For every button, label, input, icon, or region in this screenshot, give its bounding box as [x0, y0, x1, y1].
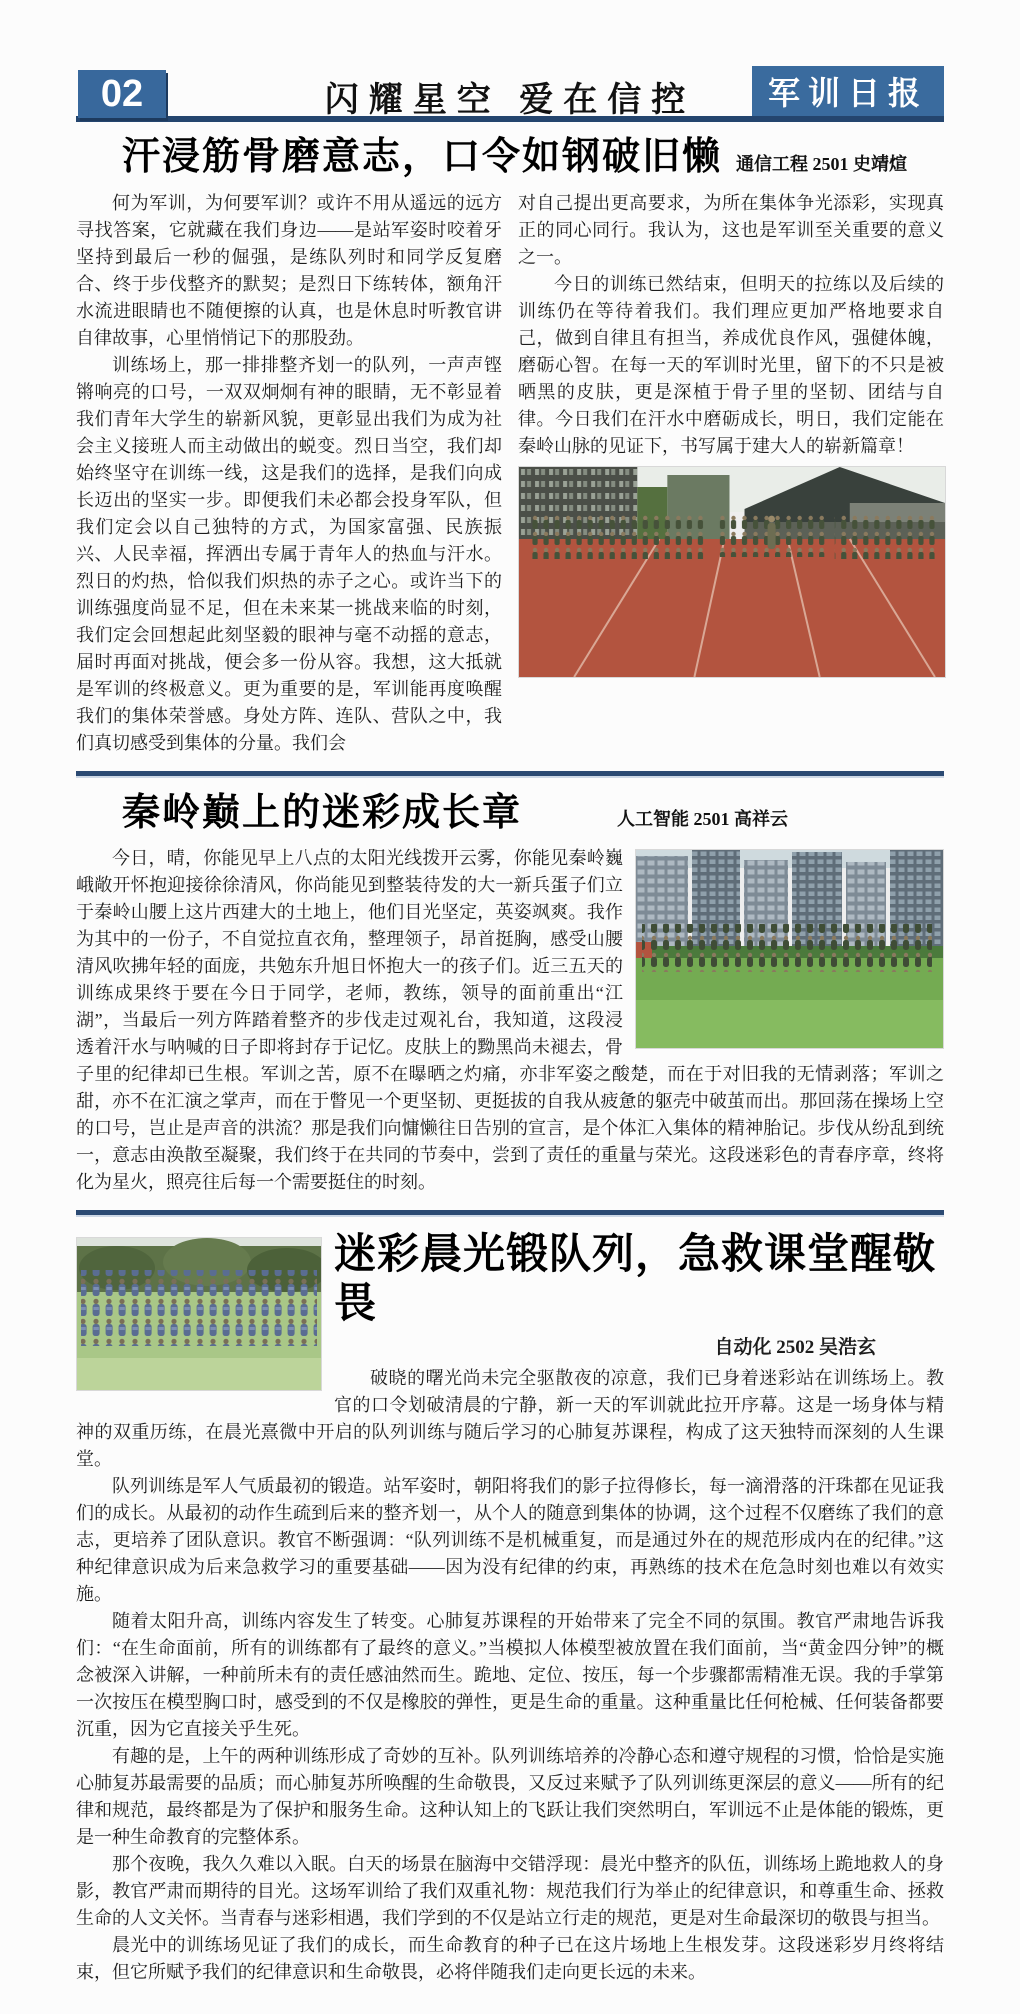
- paper-name-badge: [752, 66, 944, 116]
- article-3-photo-blue-camo-on-grass: [76, 1237, 322, 1391]
- paragraph: 对自己提出更高要求，为所在集体争光添彩，实现真正的同心同行。我认为，这也是军训至关重要的意义之一。: [518, 192, 944, 267]
- article-2-header: [76, 792, 944, 836]
- paragraph: 何为军训，为何要军训？或许不用从遥远的远方寻找答案，它就藏在我们身边——是站军姿时咬着牙坚持到最后一秒的倔强，是练队列时和同学反复磨合、终于步伐整齐的默契；是烈日下练转体，额角汗水流进眼睛也不随便擦的认真，也是休息时听教官讲自律故事，心里悄悄记下的那股劲。: [76, 192, 502, 348]
- masthead: [76, 70, 944, 122]
- page-number-badge: [78, 70, 166, 118]
- article-1-right-column: [518, 190, 944, 757]
- section-divider: [76, 1210, 944, 1217]
- paragraph: 训练场上，那一排排整齐划一的队列，一声声铿锵响亮的口号，一双双炯炯有神的眼睛，无不彰显着我们青年大学生的崭新风貌，更彰显出我们为成为社会主义接班人而主动做出的蜕变。烈日当空，我们却始终坚守在训练一线，这是我们的选择，是我们向成长迈出的坚实一步。即便我们未必都会投身军队，但我们定会以自己独特的方式，为国家富强、民族振兴、人民幸福，挥洒出专属于青年人的热血与汗水。烈日的灼热，恰似我们炽热的赤子之心。或许当下的训练强度尚显不足，但在未来某一挑战来临的时刻，我们定会回想起此刻坚毅的眼神与毫不动摇的意志，届时再面对挑战，便会多一份从容。我想，这大抵就是军训的终极意义。更为重要的是，军训能再度唤醒我们的集体荣誉感。身处方阵、连队、营队之中，我们真切感受到集体的分量。我们会: [76, 354, 502, 753]
- paragraph: 随着太阳升高，训练内容发生了转变。心肺复苏课程的开始带来了完全不同的氛围。教官严肃地告诉我们：“在生命面前，所有的训练都有了最终的意义。”当模拟人体模型被放置在我们面前，当“黄金四分钟”的概念被深入讲解，一种前所未有的责任感油然而生。跪地、定位、按压，每一个步骤都需精准无误。我的手掌第一次按压在模型胸口时，感受到的不仅是橡胶的弹性，更是生命的重量。这种重量比任何枪械、任何装备都要沉重，因为它直接关乎生死。: [76, 1610, 944, 1739]
- masthead-slogan: 闪耀星空 爱在信控: [324, 82, 696, 119]
- article-3-title: 迷彩晨光锻队列，急救课堂醒敬畏: [334, 1232, 937, 1327]
- paragraph: 那个夜晚，我久久难以入眠。白天的场景在脑海中交错浮现：晨光中整齐的队伍，训练场上跪地救人的身影，教官严肃而期待的目光。这场军训给了我们双重礼物：规范我们行为举止的纪律意识，和尊重生命、拯救生命的人文关怀。当青春与迷彩相遇，我们学到的不仅是站立行走的规范，更是对生命最深切的敬畏与担当。: [76, 1853, 944, 1928]
- article-2-photo-march-on-field: [635, 849, 944, 1049]
- article-3-body: [76, 1231, 944, 1986]
- article-1: [76, 136, 944, 757]
- page-number: 02: [100, 72, 144, 115]
- article-2-title: 秦岭巅上的迷彩成长章: [122, 791, 523, 834]
- article-1-left-column: [76, 190, 502, 757]
- article-2-body: [76, 845, 944, 1196]
- article-2: [76, 792, 944, 1197]
- paper-name: 军训日报: [767, 75, 928, 111]
- paragraph: 破晓的曙光尚未完全驱散夜的凉意，我们已身着迷彩站在训练场上。教官的口令划破清晨的宁静，新一天的军训就此拉开序幕。这是一场身体与精神的双重历练，在晨光熹微中开启的队列训练与随后学习的心肺复苏课程，构成了这天独特而深刻的人生课堂。: [76, 1367, 944, 1469]
- article-3: [76, 1231, 944, 1986]
- article-3-byline: 自动化 2502 吴浩玄: [714, 1336, 876, 1358]
- article-1-header: [76, 136, 944, 180]
- paragraph: 有趣的是，上午的两种训练形成了奇妙的互补。队列训练培养的冷静心态和遵守规程的习惯，恰恰是实施心肺复苏最需要的品质；而心肺复苏所唤醒的生命敬畏，又反过来赋予了队列训练更深层的意义——所有的纪律和规范，最终都是为了保护和服务生命。这种认知上的飞跃让我们突然明白，军训远不止是体能的锻炼，更是一种生命教育的完整体系。: [76, 1745, 944, 1847]
- paragraph: 晨光中的训练场见证了我们的成长，而生命教育的种子已在这片场地上生根发芽。这段迷彩岁月终将结束，但它所赋予我们的纪律意识和生命敬畏，必将伴随我们走向更长远的未来。: [76, 1934, 944, 1982]
- section-divider: [76, 771, 944, 778]
- paragraph: 今日，晴，你能见早上八点的太阳光线拨开云雾，你能见秦岭巍峨敞开怀抱迎接徐徐清风，你尚能见到整装待发的大一新兵蛋子们立于秦岭山腰上这片西建大的土地上，他们目光坚定，英姿飒爽。我作为其中的一份子，不自觉拉直衣角，整理领子，昂首挺胸，感受山腰清风吹拂年轻的面庞，共勉东升旭日怀抱大一的孩子们。近三五天的训练成果终于要在今日于同学，老师，教练，领导的面前重出“江湖”，当最后一列方阵踏着整齐的步伐走过观礼台，我知道，这段浸透着汗水与呐喊的日子即将封存于记忆。皮肤上的黝黑尚未褪去，骨子里的纪律却已生根。军训之苦，原不在曝晒之灼痛，亦非军姿之酸楚，而在于对旧我的无情剥落；军训之甜，亦不在汇演之掌声，而在于瞥见一个更坚韧、更挺拔的自我从疲惫的躯壳中破茧而出。那回荡在操场上空的口号，岂止是声音的洪流？那是我们向慵懒往日告别的宣言，是个体汇入集体的精神胎记。步伐从纷乱到统一，意志由涣散至凝聚，我们终于在共同的节奏中，尝到了责任的重量与荣光。这段迷彩色的青春序章，终将化为星火，照亮往后每一个需要挺住的时刻。: [76, 848, 944, 1193]
- article-1-byline: 通信工程 2501 史靖煊: [736, 153, 908, 174]
- paragraph: 队列训练是军人气质最初的锻造。站军姿时，朝阳将我们的影子拉得修长，每一滴滑落的汗珠都在见证我们的成长。从最初的动作生疏到后来的整齐划一，从个人的随意到集体的协调，这个过程不仅磨练了我们的意志，更培养了团队意识。教官不断强调：“队列训练不是机械重复，而是通过外在的规范形成内在的纪律。”这种纪律意识成为后来急救学习的重要基础——因为没有纪律的约束，再熟练的技术在危急时刻也难以有效实施。: [76, 1475, 944, 1604]
- article-1-body: [76, 190, 944, 757]
- paragraph: 今日的训练已然结束，但明天的拉练以及后续的训练仍在等待着我们。我们理应更加严格地要求自己，做到自律且有担当，养成优良作风，强健体魄，磨砺心智。在每一天的军训时光里，留下的不只是被晒黑的皮肤，更是深植于骨子里的坚韧、团结与自律。今日我们在汗水中磨砺成长，明日，我们定能在秦岭山脉的见证下，书写属于建大人的崭新篇章！: [518, 273, 944, 456]
- article-1-title: 汗浸筋骨磨意志，口令如钢破旧懒: [122, 136, 723, 178]
- article-1-photo-formation-on-track: [518, 466, 946, 678]
- article-2-byline: 人工智能 2501 高祥云: [617, 809, 789, 830]
